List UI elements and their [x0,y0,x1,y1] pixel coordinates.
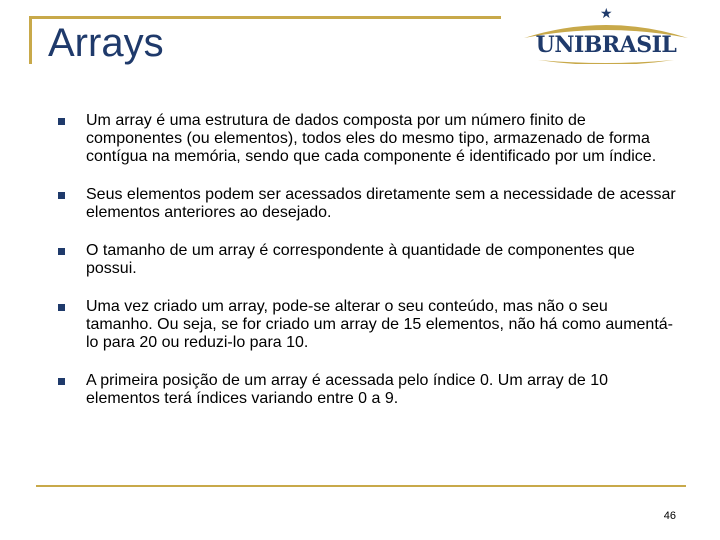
footer-rule [36,485,686,487]
list-item [56,112,676,166]
title-frame-left-rule [29,16,32,64]
list-item [56,186,676,222]
square-bullet-icon [58,304,65,311]
bullet-text: A primeira posição de um array é acessada pelo índice 0. Um array de 10 elementos terá índices variando entre 0 a 9. [86,372,609,407]
list-item [56,298,676,352]
bullet-text: Uma vez criado um array, pode-se alterar o seu conteúdo, mas não o seu tamanho. Ou seja, se for criado um array de 15 elementos, não há como aumentá-lo para 20 ou reduzi-lo para 10. [86,298,673,351]
unibrasil-logo [518,6,694,70]
list-item [56,242,676,278]
square-bullet-icon [58,248,65,255]
page-number: 46 [663,510,676,522]
slide-title: Arrays [48,21,164,65]
logo-wordmark: UNIBRASIL [535,32,677,58]
bullet-text: O tamanho de um array é correspondente à quantidade de componentes que possui. [86,242,635,277]
star-icon: ★ [600,5,613,21]
list-item [56,372,676,408]
square-bullet-icon [58,378,65,385]
square-bullet-icon [58,192,65,199]
bullet-list [56,112,676,428]
bullet-text: Um array é uma estrutura de dados composta por um número finito de componentes (ou elementos), todos eles do mesmo tipo, armazenado de forma contígua na memória, sendo que cada componente é identificado por um índice. [86,112,657,165]
bullet-text: Seus elementos podem ser acessados diretamente sem a necessidade de acessar elementos anteriores ao desejado. [86,186,676,221]
square-bullet-icon [58,118,65,125]
